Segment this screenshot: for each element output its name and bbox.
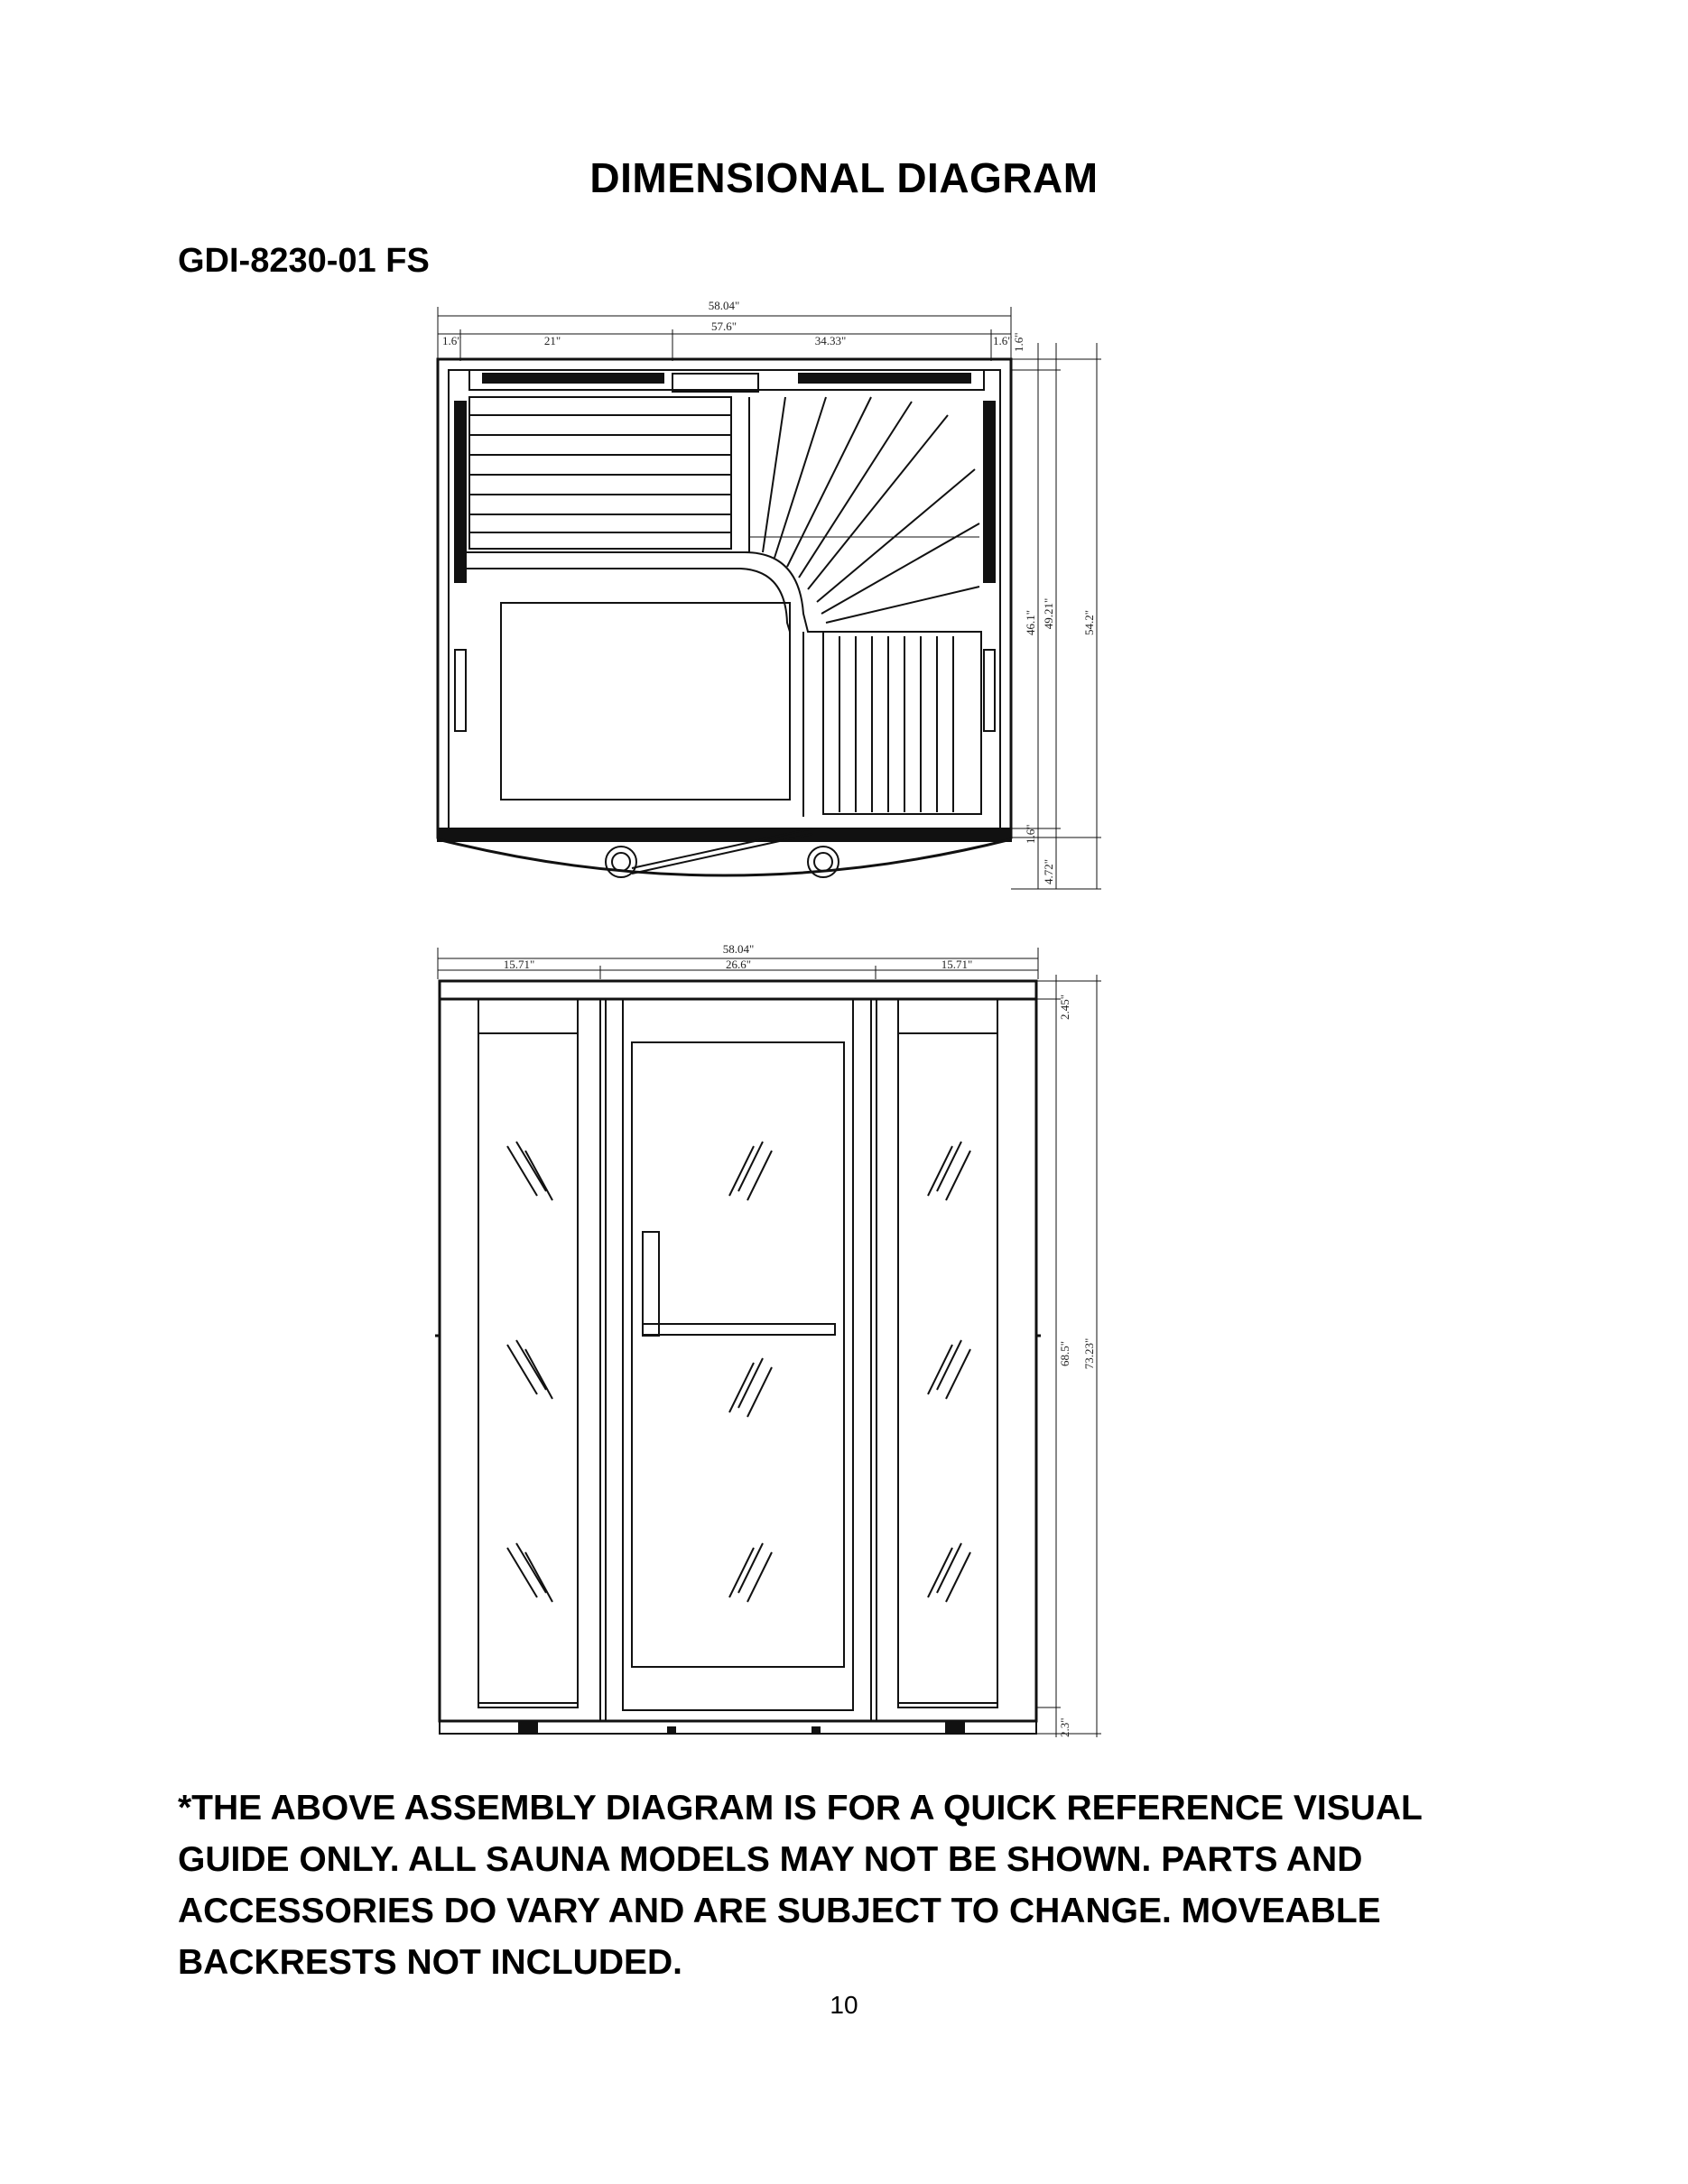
top-inner-width: 57.6" xyxy=(710,319,737,333)
top-left-segment: 21" xyxy=(543,334,561,347)
front-top-height: 2.45" xyxy=(1058,994,1071,1020)
front-overall-width: 58.04" xyxy=(722,942,755,956)
top-right-offset: 1.6" xyxy=(993,334,1013,347)
front-overall-height: 73.23" xyxy=(1082,1337,1096,1370)
disclaimer-note: *THE ABOVE ASSEMBLY DIAGRAM IS FOR A QUICK REFERENCE VISUAL GUIDE ONLY. ALL SAUNA MODELS MAY NOT BE SHOWN. PARTS AND ACCESSORIES DO VARY AND ARE SUBJECT TO CHANGE. MOVEABLE BACKRESTS NOT INCLUDED. xyxy=(178,1789,1423,1982)
model-number: GDI-8230-01 FS xyxy=(178,242,430,280)
front-right-panel: 15.71" xyxy=(941,958,973,971)
front-door-width: 26.6" xyxy=(725,958,752,971)
page-number: 10 xyxy=(830,1991,858,2019)
top-left-offset: 1.6" xyxy=(442,334,462,347)
top-overall-width: 58.04" xyxy=(708,299,740,312)
top-right-segment: 34.33" xyxy=(814,334,847,347)
front-base-height: 2.3" xyxy=(1058,1717,1071,1737)
page-title: DIMENSIONAL DIAGRAM xyxy=(589,154,1099,201)
top-overall-depth: 54.2" xyxy=(1082,609,1096,636)
top-front-thickness: 1.6" xyxy=(1024,824,1037,844)
front-left-panel: 15.71" xyxy=(503,958,535,971)
top-body-depth: 49.21" xyxy=(1042,597,1055,630)
top-view xyxy=(438,307,1101,889)
front-door-height: 68.5" xyxy=(1058,1340,1071,1367)
top-inner-depth: 46.1" xyxy=(1024,609,1037,636)
front-view xyxy=(435,948,1101,1737)
top-bow-depth: 4.72" xyxy=(1042,858,1055,884)
top-thickness: 1.6" xyxy=(1012,332,1025,352)
